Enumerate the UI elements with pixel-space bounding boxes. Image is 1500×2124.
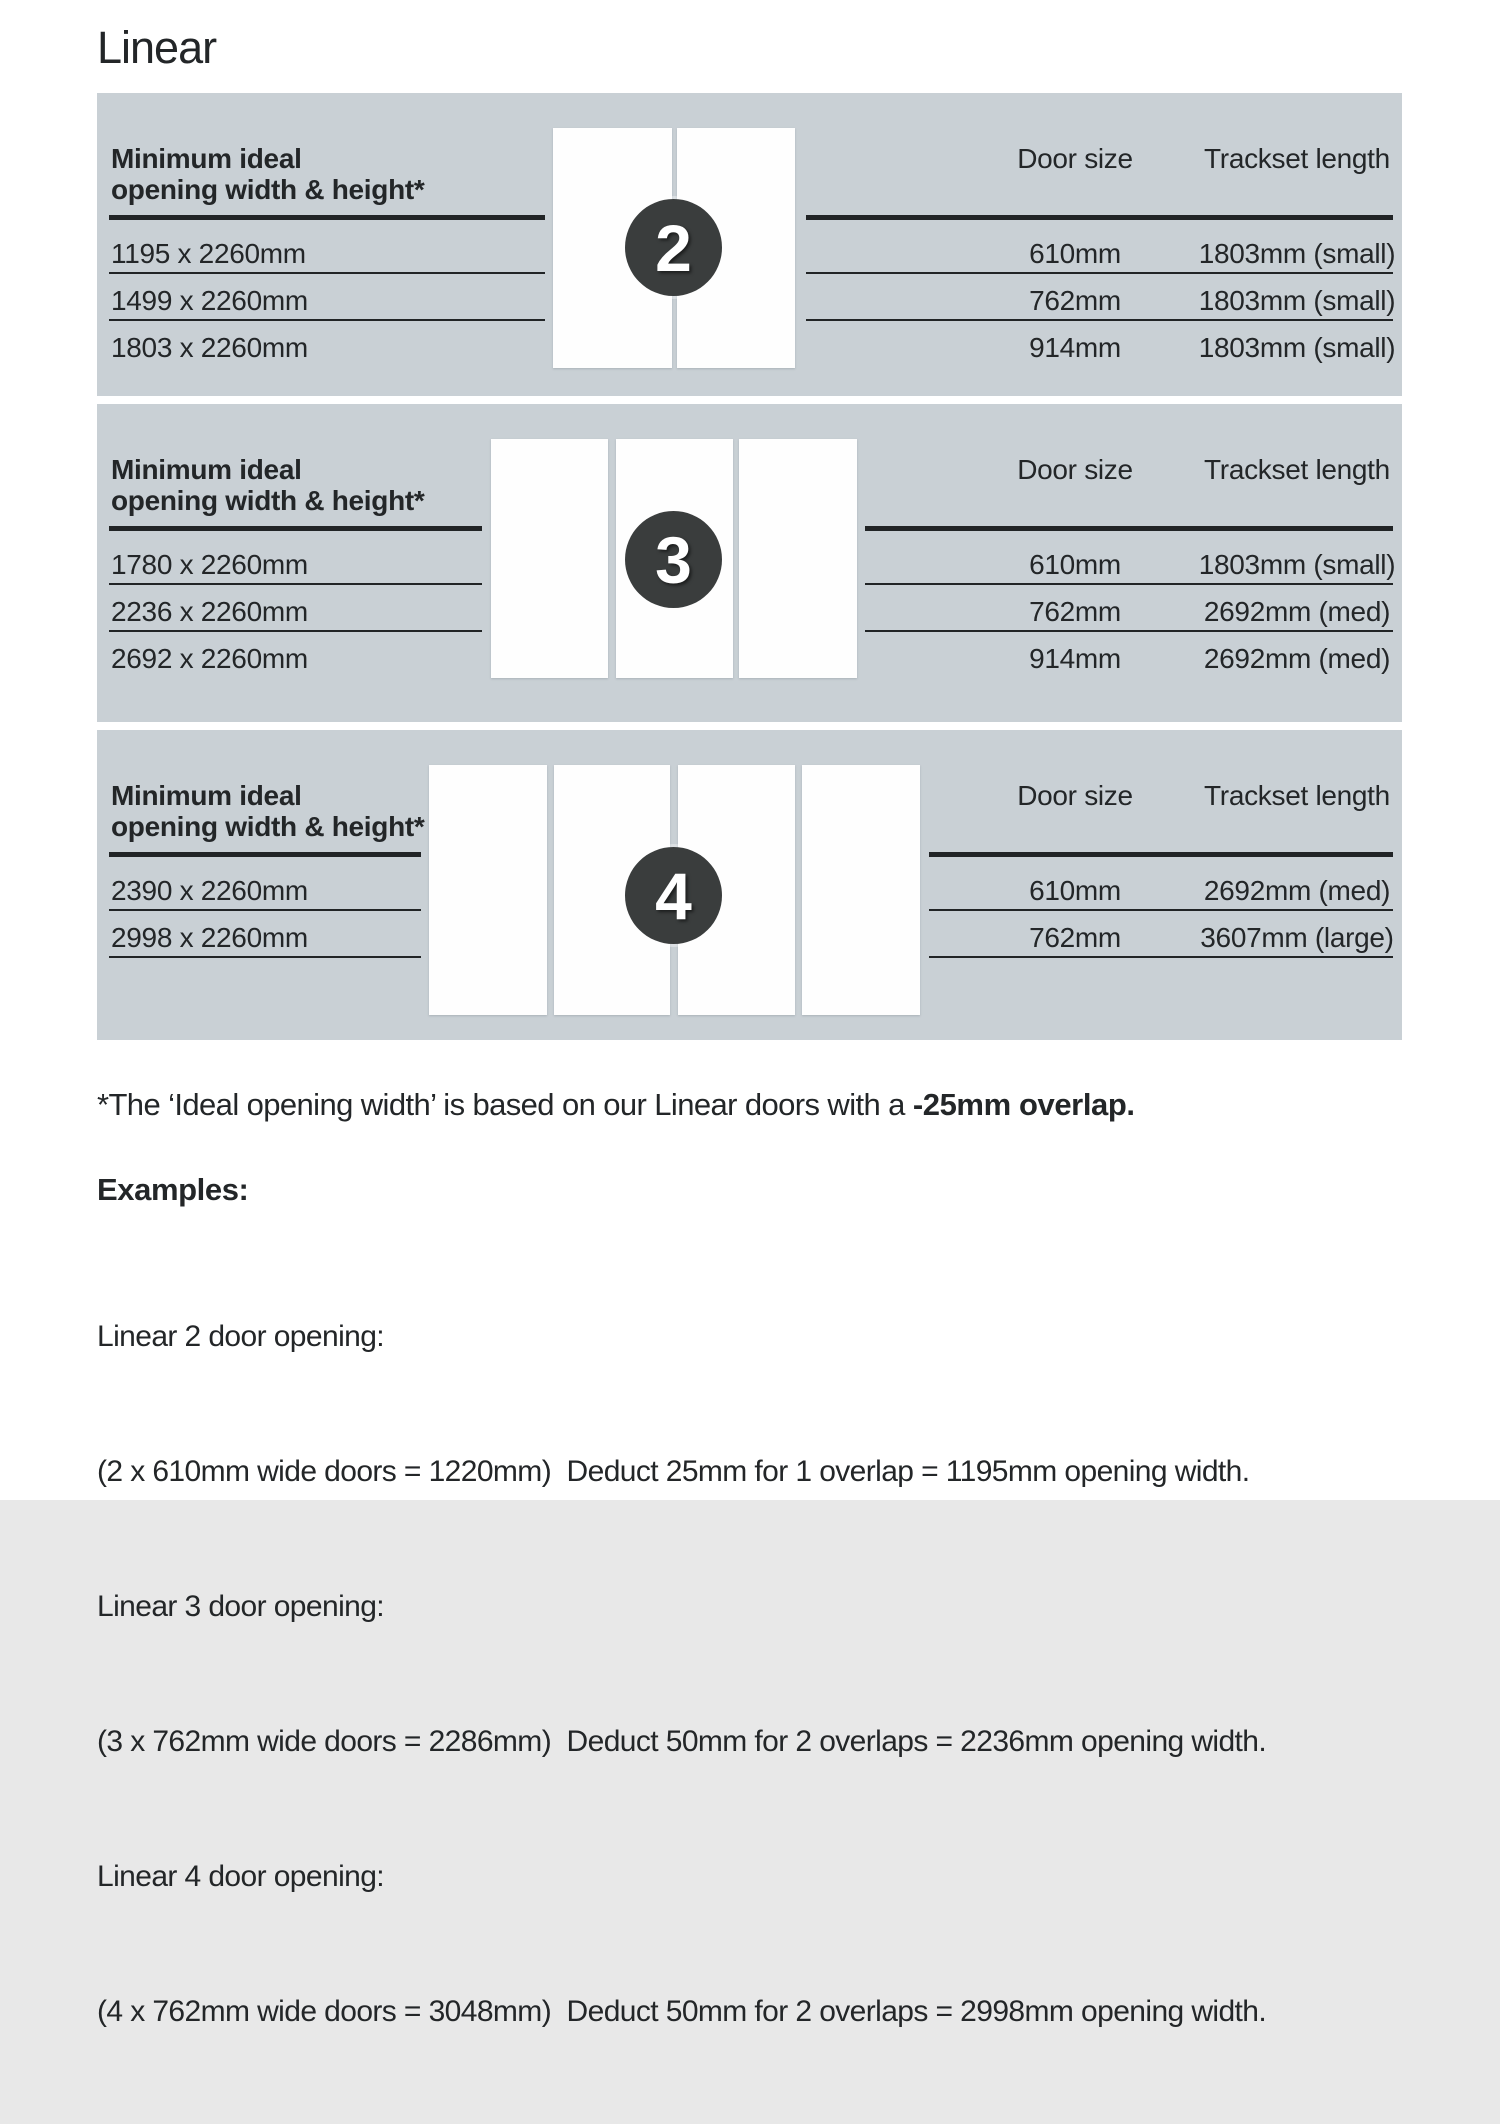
door-size-value: 610mm bbox=[1029, 238, 1121, 269]
trackset-length-header: Trackset length bbox=[1204, 143, 1390, 174]
left-header-line1: Minimum ideal bbox=[111, 454, 302, 485]
opening-size-value: 1803 x 2260mm bbox=[111, 332, 308, 363]
footnote-bold: -25mm overlap. bbox=[912, 1087, 1135, 1122]
left-header-line1: Minimum ideal bbox=[111, 780, 302, 811]
door-size-header: Door size bbox=[1017, 143, 1133, 174]
opening-size-value: 2236 x 2260mm bbox=[111, 596, 308, 627]
opening-size-value: 2390 x 2260mm bbox=[111, 875, 308, 906]
left-table-header bbox=[111, 143, 425, 205]
left-header-rule bbox=[109, 215, 545, 220]
trackset-length-value: 3607mm (large) bbox=[1200, 922, 1394, 953]
footnote-text: *The ‘Ideal opening width’ is based on our Linear doors with a bbox=[97, 1087, 913, 1122]
section-divider bbox=[97, 722, 1402, 730]
trackset-length-value: 1803mm (small) bbox=[1198, 549, 1396, 580]
trackset-length-value: 2692mm (med) bbox=[1203, 643, 1391, 674]
example-line: Linear 3 door opening: bbox=[97, 1590, 385, 1623]
door-size-value: 762mm bbox=[1029, 922, 1121, 953]
section-3-door bbox=[97, 404, 1402, 722]
door-panel bbox=[739, 439, 857, 678]
left-table-header bbox=[111, 780, 425, 842]
trackset-length-value: 1803mm (small) bbox=[1198, 332, 1396, 363]
trackset-length-value: 2692mm (med) bbox=[1203, 596, 1391, 627]
door-count-badge: 4 bbox=[625, 847, 722, 944]
door-count-badge: 2 bbox=[625, 199, 722, 296]
page-title: Linear bbox=[97, 22, 217, 73]
section-2-door bbox=[97, 93, 1402, 396]
right-header-rule bbox=[806, 215, 1393, 220]
opening-size-value: 2998 x 2260mm bbox=[111, 922, 308, 953]
door-size-value: 914mm bbox=[1029, 332, 1121, 363]
example-line: Linear 4 door opening: bbox=[97, 1860, 385, 1893]
door-count-badge: 3 bbox=[625, 511, 722, 608]
example-line: (4 x 762mm wide doors = 3048mm) Deduct 50mm for 2 overlaps = 2998mm opening width. bbox=[97, 1995, 1267, 2028]
examples-block bbox=[97, 1224, 1266, 2124]
opening-size-value: 2692 x 2260mm bbox=[111, 643, 308, 674]
opening-size-value: 1195 x 2260mm bbox=[111, 238, 306, 269]
door-size-value: 762mm bbox=[1029, 596, 1121, 627]
example-line: (3 x 762mm wide doors = 2286mm) Deduct 50mm for 2 overlaps = 2236mm opening width. bbox=[97, 1725, 1267, 1758]
examples-heading: Examples: bbox=[97, 1172, 249, 1207]
trackset-length-value: 2692mm (med) bbox=[1203, 875, 1391, 906]
door-size-value: 610mm bbox=[1029, 875, 1121, 906]
right-header-rule bbox=[865, 526, 1393, 531]
door-size-value: 610mm bbox=[1029, 549, 1121, 580]
example-line: Linear 2 door opening: bbox=[97, 1320, 385, 1353]
door-panel bbox=[802, 765, 920, 1015]
door-panel bbox=[429, 765, 547, 1015]
left-header-line2: opening width & height* bbox=[111, 174, 425, 205]
example-line: (2 x 610mm wide doors = 1220mm) Deduct 25mm for 1 overlap = 1195mm opening width. bbox=[97, 1455, 1250, 1488]
right-header-rule bbox=[929, 852, 1393, 857]
left-header-rule bbox=[109, 852, 421, 857]
left-header-line2: opening width & height* bbox=[111, 811, 425, 842]
spec-panel bbox=[97, 93, 1402, 1040]
left-header-rule bbox=[109, 526, 482, 531]
opening-size-value: 1499 x 2260mm bbox=[111, 285, 308, 316]
door-size-header: Door size bbox=[1017, 454, 1133, 485]
left-table-header bbox=[111, 454, 425, 516]
section-4-door bbox=[97, 730, 1402, 1040]
door-panel bbox=[491, 439, 608, 678]
door-size-value: 914mm bbox=[1029, 643, 1121, 674]
opening-size-value: 1780 x 2260mm bbox=[111, 549, 308, 580]
trackset-length-value: 1803mm (small) bbox=[1198, 238, 1396, 269]
left-header-line1: Minimum ideal bbox=[111, 143, 302, 174]
door-size-header: Door size bbox=[1017, 780, 1133, 811]
trackset-length-value: 1803mm (small) bbox=[1198, 285, 1396, 316]
footnote bbox=[97, 1086, 1135, 1124]
trackset-length-header: Trackset length bbox=[1204, 454, 1390, 485]
section-divider bbox=[97, 396, 1402, 404]
left-header-line2: opening width & height* bbox=[111, 485, 425, 516]
door-size-value: 762mm bbox=[1029, 285, 1121, 316]
trackset-length-header: Trackset length bbox=[1204, 780, 1390, 811]
